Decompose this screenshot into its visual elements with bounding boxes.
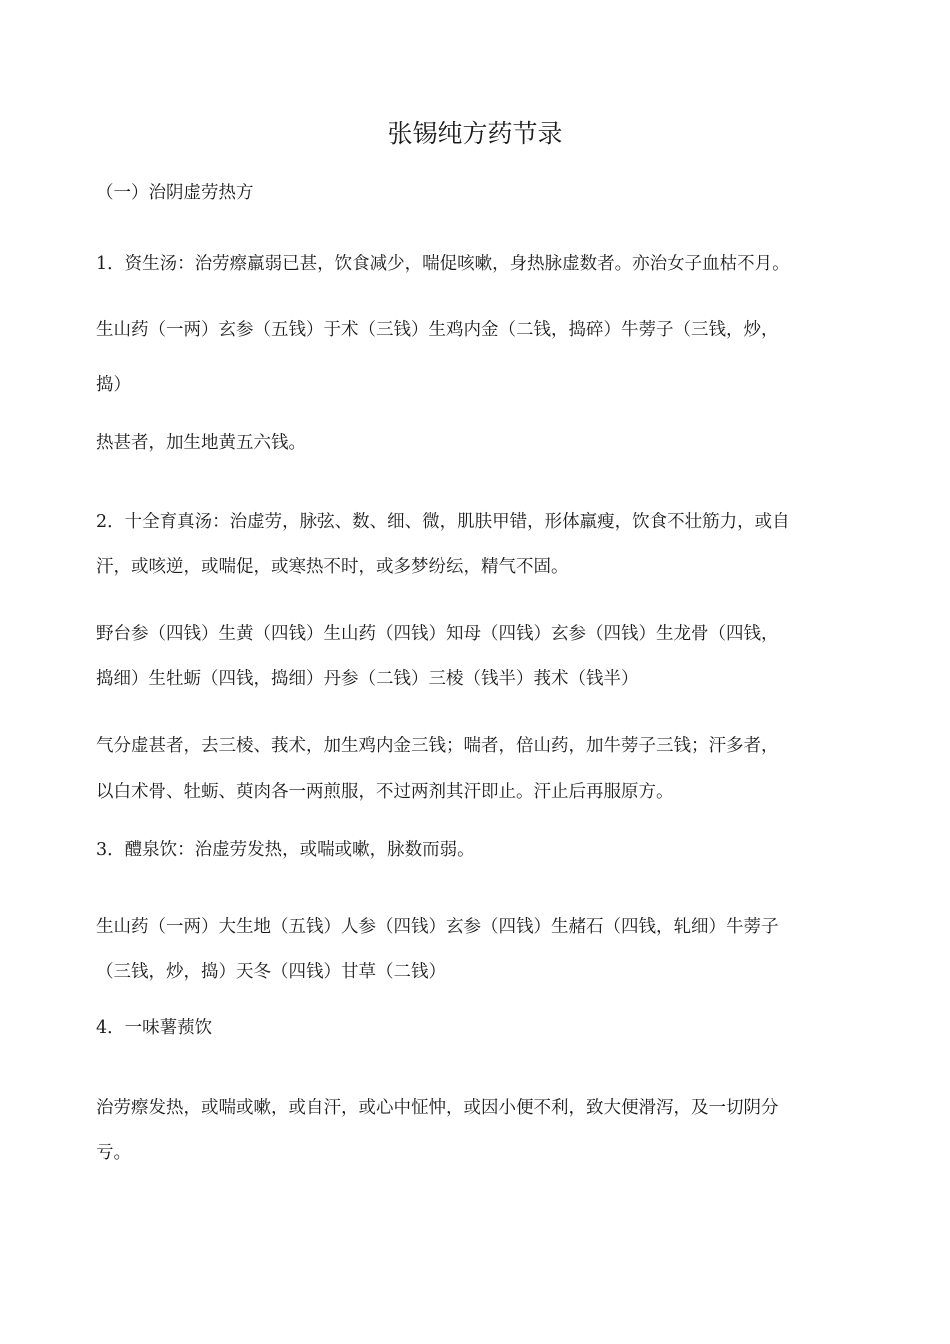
formula-1-ingredients: 生山药（一两）玄参（五钱）于术（三钱）生鸡内金（二钱，捣碎）牛蒡子（三钱，炒， [96,320,779,340]
formula-1-description: 1．资生汤：治劳瘵羸弱已甚，饮食减少，喘促咳嗽，身热脉虚数者。亦治女子血枯不月。 [96,254,790,274]
formula-1-ingredients-cont: 捣） [96,375,131,395]
formula-2-ingredients: 野台参（四钱）生黄（四钱）生山药（四钱）知母（四钱）玄参（四钱）生龙骨（四钱， [96,624,779,644]
formula-1-modification: 热甚者，加生地黄五六钱。 [96,433,306,453]
formula-2-description: 2．十全育真汤：治虚劳，脉弦、数、细、微，肌肤甲错，形体羸瘦，饮食不壮筋力，或自 [96,512,790,532]
formula-2-modification-cont: 以白术骨、牡蛎、萸肉各一两煎服，不过两剂其汗即止。汗止后再服原方。 [96,782,674,802]
formula-3-description: 3．醴泉饮：治虚劳发热，或喘或嗽，脉数而弱。 [96,840,475,860]
formula-2-description-cont: 汗，或咳逆，或喘促，或寒热不时，或多梦纷纭，精气不固。 [96,557,569,577]
section-heading: （一）治阴虚劳热方 [96,183,254,203]
formula-3-ingredients-cont: （三钱，炒，捣）天冬（四钱）甘草（二钱） [96,962,446,982]
formula-2-ingredients-cont: 捣细）生牡蛎（四钱，捣细）丹参（二钱）三棱（钱半）莪术（钱半） [96,669,639,689]
formula-4-description-cont: 亏。 [96,1143,131,1163]
formula-2-modification: 气分虚甚者，去三棱、莪术，加生鸡内金三钱；喘者，倍山药，加牛蒡子三钱；汗多者， [96,736,779,756]
document-title: 张锡纯方药节录 [387,119,563,148]
formula-4-description: 治劳瘵发热，或喘或嗽，或自汗，或心中怔忡，或因小便不利，致大便滑泻，及一切阴分 [96,1098,779,1118]
formula-3-ingredients: 生山药（一两）大生地（五钱）人参（四钱）玄参（四钱）生赭石（四钱，轧细）牛蒡子 [96,917,779,937]
formula-4-heading: 4．一味薯蓣饮 [96,1018,213,1038]
